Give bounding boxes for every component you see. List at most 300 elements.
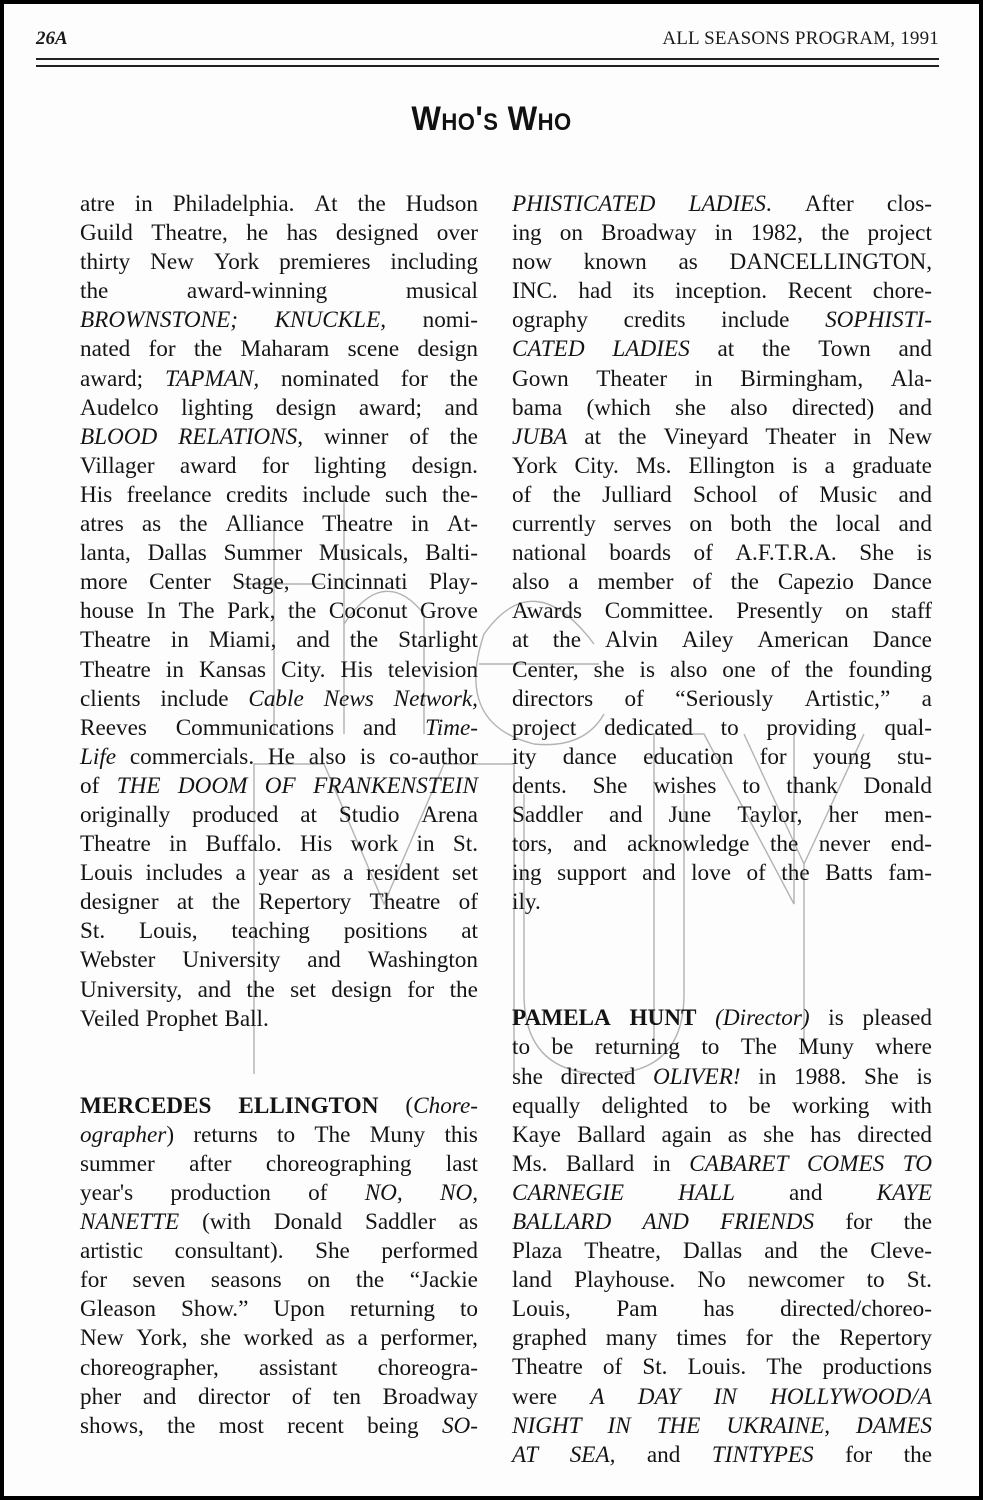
text: working	[792, 1092, 870, 1119]
text-line	[512, 1383, 932, 1412]
text: She	[315, 1238, 350, 1265]
text: in	[416, 831, 435, 858]
text-line	[512, 1033, 932, 1062]
word	[459, 1208, 478, 1237]
word	[512, 656, 579, 685]
word	[907, 1266, 932, 1295]
word	[226, 481, 288, 510]
text: known	[583, 249, 647, 276]
word	[421, 801, 478, 830]
text: to	[720, 714, 739, 741]
text: design	[275, 394, 337, 421]
text-line	[512, 656, 932, 685]
word	[179, 597, 215, 626]
text: productions	[822, 1354, 932, 1381]
text: work	[350, 831, 399, 858]
text: of	[291, 1383, 312, 1410]
word	[856, 1412, 932, 1441]
text: No	[697, 1267, 726, 1294]
word	[194, 335, 222, 364]
word	[663, 423, 748, 452]
word	[149, 335, 176, 364]
text: award;	[80, 365, 144, 392]
text-line	[80, 248, 478, 277]
word	[512, 1179, 624, 1208]
text: His	[80, 481, 113, 508]
text-line	[80, 1324, 478, 1353]
word	[839, 1324, 932, 1353]
word	[370, 888, 441, 917]
text: in	[758, 1063, 777, 1090]
word	[904, 1208, 932, 1237]
word	[873, 626, 932, 655]
italic-text: A	[590, 1383, 605, 1410]
text: Kaye	[512, 1121, 561, 1148]
text: After	[804, 191, 854, 217]
word	[80, 830, 151, 859]
text: for	[759, 743, 787, 770]
text: the	[791, 1325, 821, 1352]
word	[309, 743, 346, 772]
word	[512, 277, 558, 306]
word	[746, 1324, 773, 1353]
word	[193, 1121, 257, 1150]
word	[442, 481, 478, 510]
text: At	[314, 191, 338, 217]
text: Theatre,	[151, 220, 228, 247]
text: Theatre	[80, 831, 151, 858]
word	[891, 597, 932, 626]
word	[205, 830, 281, 859]
text: Muny	[798, 1034, 854, 1061]
word	[307, 946, 340, 975]
word	[512, 626, 529, 655]
text: in	[652, 1150, 671, 1177]
italic-text: UKRAINE,	[726, 1412, 831, 1439]
text: delighted	[601, 1092, 688, 1119]
text-line	[512, 1237, 932, 1266]
word	[512, 539, 587, 568]
word	[601, 219, 696, 248]
text: Batts	[825, 860, 873, 887]
text: the	[819, 1238, 849, 1265]
text: Ailey	[681, 627, 734, 654]
text: boards	[609, 540, 672, 567]
text: Coconut	[328, 598, 408, 625]
word	[873, 277, 932, 306]
text: in	[169, 831, 188, 858]
word	[117, 772, 161, 801]
word	[561, 1063, 636, 1092]
word	[618, 423, 646, 452]
text: Reeves	[80, 714, 147, 741]
word	[605, 626, 658, 655]
word	[647, 1441, 680, 1470]
word	[566, 1150, 634, 1179]
text: the	[762, 336, 791, 363]
word	[512, 394, 562, 423]
text: and	[307, 947, 341, 974]
word	[584, 248, 647, 277]
text: )	[166, 1121, 175, 1148]
word	[339, 801, 400, 830]
text: and	[898, 511, 932, 538]
text: atres	[80, 511, 124, 538]
bold-text: PAMELA	[512, 1005, 611, 1032]
word	[187, 277, 327, 306]
text: The	[766, 1354, 803, 1381]
text-line	[512, 1208, 932, 1237]
text: is	[359, 743, 376, 770]
word	[789, 510, 817, 539]
text: and	[898, 336, 932, 363]
word	[888, 859, 932, 888]
italic-text: NO,	[364, 1180, 403, 1206]
text-line	[80, 626, 478, 655]
word	[825, 452, 835, 481]
word	[143, 1383, 176, 1412]
text: graphed	[512, 1325, 587, 1352]
word	[805, 190, 854, 219]
word	[381, 1237, 478, 1266]
text: of	[692, 569, 712, 596]
word	[794, 1063, 846, 1092]
word	[691, 859, 731, 888]
text: Show.”	[180, 1296, 249, 1323]
italic-text: BALLARD	[512, 1209, 612, 1235]
text: directed/choreo-	[780, 1296, 932, 1323]
word	[437, 219, 478, 248]
word	[80, 888, 159, 917]
word	[612, 335, 689, 364]
word	[789, 1179, 822, 1208]
word	[344, 917, 428, 946]
word	[638, 1383, 681, 1412]
text-line	[512, 743, 932, 772]
text-line	[512, 539, 932, 568]
word	[240, 335, 329, 364]
word	[788, 277, 852, 306]
text: credits	[226, 481, 288, 508]
word	[730, 510, 771, 539]
word	[701, 1033, 719, 1062]
text: design	[417, 336, 478, 363]
word	[898, 394, 931, 423]
italic-text: Time-	[425, 714, 478, 741]
text: one	[722, 656, 756, 683]
word	[180, 452, 237, 481]
text: has	[703, 1296, 735, 1323]
italic-text: News	[323, 685, 374, 712]
word	[627, 830, 749, 859]
text: she	[512, 1063, 543, 1090]
text: project	[512, 714, 577, 741]
text: clients	[80, 685, 141, 712]
word	[401, 365, 428, 394]
text: Center,	[512, 656, 579, 683]
word	[679, 248, 698, 277]
word	[845, 597, 868, 626]
word	[597, 568, 673, 597]
text-line	[80, 539, 478, 568]
word	[552, 1033, 574, 1062]
text: Theater	[765, 423, 837, 450]
italic-text: THE	[656, 1412, 701, 1439]
italic-text: PHISTICATED	[512, 191, 656, 217]
text: dedicated	[604, 714, 693, 741]
bold-text: MERCEDES	[80, 1092, 212, 1119]
text: seasons	[210, 1267, 282, 1294]
text-line	[512, 597, 932, 626]
text: dance	[562, 743, 617, 770]
text: Guild	[80, 220, 133, 247]
text-line	[80, 1354, 478, 1383]
word	[259, 1354, 338, 1383]
text: and	[296, 627, 330, 654]
word	[714, 1383, 737, 1412]
bio-continued	[80, 190, 478, 1034]
text: design.	[411, 452, 478, 479]
text: the	[349, 627, 379, 654]
word	[898, 335, 931, 364]
word	[616, 1295, 657, 1324]
word	[512, 830, 553, 859]
word	[781, 859, 809, 888]
text-line	[80, 481, 478, 510]
word	[740, 365, 863, 394]
word	[314, 1121, 350, 1150]
word	[669, 801, 712, 830]
italic-text: JUBA	[512, 423, 568, 450]
word	[512, 1092, 580, 1121]
word	[265, 772, 296, 801]
text: City.	[281, 656, 326, 683]
text: include	[160, 685, 229, 712]
word	[512, 1295, 571, 1324]
text-line	[80, 656, 478, 685]
word	[368, 946, 478, 975]
word	[760, 743, 787, 772]
word	[390, 248, 478, 277]
text-line	[80, 1092, 478, 1121]
text: the	[193, 336, 223, 363]
word	[358, 1324, 368, 1353]
text: clos-	[886, 191, 932, 217]
text: love	[691, 860, 732, 887]
word	[277, 1121, 295, 1150]
italic-text: BLOOD	[80, 423, 158, 450]
word	[80, 917, 105, 946]
word	[575, 452, 619, 481]
header-rule-top	[36, 58, 939, 60]
word	[288, 597, 316, 626]
text: Audelco	[80, 394, 159, 421]
text: Theatre	[80, 656, 151, 683]
word	[248, 685, 303, 714]
word	[852, 452, 932, 481]
text-line	[80, 423, 478, 452]
word	[786, 772, 838, 801]
word	[512, 859, 542, 888]
word	[365, 1179, 403, 1208]
text: Buffalo.	[205, 831, 282, 858]
word	[728, 1121, 747, 1150]
text: pleased	[862, 1005, 932, 1032]
text: Saddler	[364, 1209, 436, 1236]
text: and	[362, 714, 397, 741]
text: Musicals,	[318, 540, 409, 567]
word	[715, 1004, 809, 1033]
word	[281, 656, 325, 685]
word	[363, 714, 396, 743]
text: production	[170, 1180, 271, 1206]
text: has	[810, 1121, 842, 1148]
text: choreogra-	[377, 1354, 478, 1381]
word	[356, 1266, 384, 1295]
text: for	[148, 336, 176, 363]
word	[351, 830, 399, 859]
word	[606, 1324, 658, 1353]
text: to	[742, 772, 761, 799]
text-line	[512, 1353, 932, 1382]
word	[792, 452, 807, 481]
word	[737, 801, 802, 830]
word	[80, 1150, 155, 1179]
word	[675, 685, 773, 714]
text: York	[213, 249, 260, 276]
word	[653, 1063, 741, 1092]
text-line	[80, 394, 478, 423]
word	[682, 626, 734, 655]
text: Donald	[273, 1209, 343, 1236]
word	[560, 219, 583, 248]
text: has	[286, 220, 318, 247]
text: is	[916, 540, 932, 567]
text: Dance	[872, 627, 932, 654]
text: the	[357, 191, 386, 217]
word	[609, 539, 671, 568]
text: June	[668, 801, 712, 828]
text: Theatre,	[584, 1238, 661, 1265]
word	[792, 1324, 820, 1353]
text: His	[300, 831, 333, 858]
text: “Seriously	[675, 685, 774, 712]
text: include	[721, 307, 790, 334]
text: and	[642, 860, 676, 887]
italic-text: BROWNSTONE;	[80, 307, 239, 334]
word	[258, 859, 298, 888]
word	[867, 1266, 885, 1295]
word	[898, 510, 931, 539]
text: ography	[512, 307, 588, 334]
text: Ala-	[890, 365, 932, 392]
text: directors	[512, 685, 594, 712]
word	[675, 277, 767, 306]
text: newcomer	[747, 1267, 845, 1294]
word	[226, 510, 305, 539]
text-line	[512, 1412, 932, 1441]
word	[417, 335, 478, 364]
word	[870, 1237, 932, 1266]
word	[676, 1324, 726, 1353]
text: both	[730, 511, 772, 538]
word	[624, 306, 686, 335]
text: a	[568, 569, 579, 596]
word	[897, 743, 932, 772]
word	[771, 656, 790, 685]
text: as	[325, 1325, 345, 1352]
text: serves	[613, 511, 672, 538]
word	[770, 1383, 932, 1412]
word	[365, 1208, 436, 1237]
text: be	[748, 1092, 771, 1119]
word	[442, 1412, 478, 1441]
text: the	[211, 889, 241, 916]
word	[80, 685, 141, 714]
word	[877, 1179, 932, 1208]
text: Broadway	[382, 1383, 478, 1410]
text: at	[512, 627, 529, 654]
word	[602, 1092, 688, 1121]
word	[385, 481, 428, 510]
word	[825, 859, 873, 888]
text-line	[512, 190, 932, 219]
text: dents.	[512, 772, 567, 799]
text: this	[444, 1121, 478, 1148]
text: is	[792, 452, 808, 479]
word	[350, 1295, 435, 1324]
word	[452, 859, 478, 888]
text: qual-	[884, 714, 932, 741]
text: the	[179, 511, 208, 538]
word	[389, 743, 478, 772]
text: Philadelphia.	[172, 191, 295, 217]
italic-text: DOOM	[177, 772, 248, 799]
italic-text: TO	[902, 1150, 932, 1177]
text: to	[277, 1121, 296, 1148]
text: thirty	[80, 249, 131, 276]
text: the	[821, 220, 850, 247]
word	[80, 1092, 211, 1121]
text: such	[384, 481, 428, 508]
text: and	[573, 831, 607, 858]
word	[762, 335, 790, 364]
word	[80, 481, 112, 510]
text: choreographer,	[80, 1354, 219, 1381]
text: at	[584, 423, 602, 450]
text: television	[387, 656, 478, 683]
word	[642, 1208, 688, 1237]
text: ing	[512, 860, 542, 887]
word	[512, 801, 583, 830]
italic-text: DAY	[637, 1383, 681, 1410]
text: including	[390, 249, 478, 276]
word	[176, 714, 334, 743]
word	[829, 801, 859, 830]
italic-text: CABARET	[689, 1150, 789, 1177]
text: ten	[332, 1383, 362, 1410]
word	[512, 1004, 611, 1033]
word	[148, 539, 207, 568]
word	[192, 801, 278, 830]
word	[779, 481, 798, 510]
italic-text: Life	[80, 743, 117, 770]
text-line	[512, 1295, 932, 1324]
word	[692, 568, 711, 597]
text: Dallas	[147, 540, 207, 567]
word	[891, 830, 932, 859]
word	[688, 1353, 747, 1382]
